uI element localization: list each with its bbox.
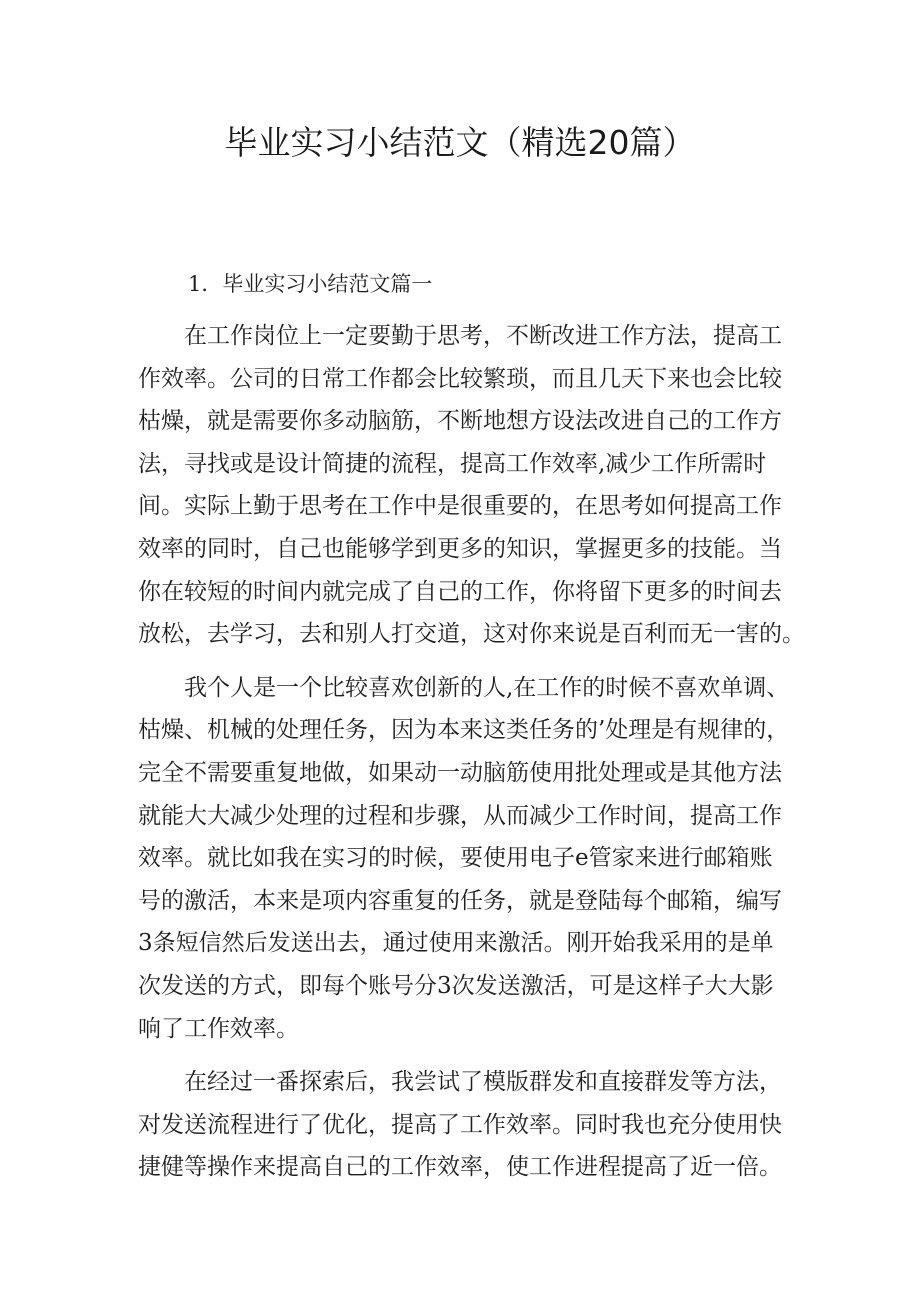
paragraph-line: 作效率。公司的日常工作都会比较繁琐，而且几天下来也会比较 — [138, 365, 782, 392]
paragraph-line: 次发送的方式，即每个账号分3次发送激活，可是这样子大大影 — [138, 972, 774, 999]
paragraph-line: 我个人是一个比较喜欢创新的人,在工作的时候不喜欢单调、 — [184, 674, 790, 701]
paragraph-line: 放松，去学习，去和别人打交道，这对你来说是百利而无一害的。 — [138, 621, 805, 648]
document-title: 毕业实习小结范文（精选20篇） — [224, 123, 696, 162]
paragraph-line: 法，寻找或是设计简捷的流程，提高工作效率,减少工作所需时 — [138, 450, 767, 477]
paragraph-line: 间。实际上勤于思考在工作中是很重要的，在思考如何提高工作 — [138, 493, 782, 520]
paragraph-line: 号的激活，本来是项内容重复的任务，就是登陆每个邮箱，编写 — [138, 887, 782, 914]
paragraph-line: 就能大大减少处理的过程和步骤，从而减少工作时间，提高工作 — [138, 802, 782, 829]
document-body — [138, 264, 805, 1200]
paragraph-1 — [138, 315, 805, 656]
paragraph-line: 3条短信然后发送出去，通过使用来激活。刚开始我采用的是单 — [138, 930, 774, 957]
paragraph-line: 你在较短的时间内就完成了自己的工作，你将留下更多的时间去 — [138, 578, 782, 605]
paragraph-line: 效率的同时，自己也能够学到更多的知识，掌握更多的技能。当 — [138, 535, 782, 562]
paragraph-2 — [138, 667, 790, 1050]
paragraph-line: 在经过一番探索后，我尝试了模版群发和直接群发等方法， — [184, 1069, 782, 1096]
paragraph-line: 完全不需要重复地做，如果动一动脑筋使用批处理或是其他方法 — [138, 759, 782, 786]
paragraph-3 — [138, 1061, 790, 1189]
paragraph-line: 枯燥、机械的处理任务，因为本来这类任务的’处理是有规律的， — [138, 717, 790, 744]
paragraph-line: 枯燥，就是需要你多动脑筋，不断地想方设法改进自己的工作方 — [138, 408, 782, 435]
paragraph-line: 在工作岗位上一定要勤于思考，不断改进工作方法，提高工 — [184, 323, 782, 349]
paragraph-line: 效率。就比如我在实习的时候，要使用电子e管家来进行邮箱账 — [138, 845, 773, 872]
paragraph-line: 捷健等操作来提高自己的工作效率，使工作进程提高了近一倍。 — [138, 1154, 782, 1181]
paragraph-line: 对发送流程进行了优化，提高了工作效率。同时我也充分使用快 — [138, 1111, 782, 1138]
section-heading: 1．毕业实习小结范文篇一 — [188, 272, 433, 296]
paragraph-line: 响了工作效率。 — [138, 1015, 299, 1042]
